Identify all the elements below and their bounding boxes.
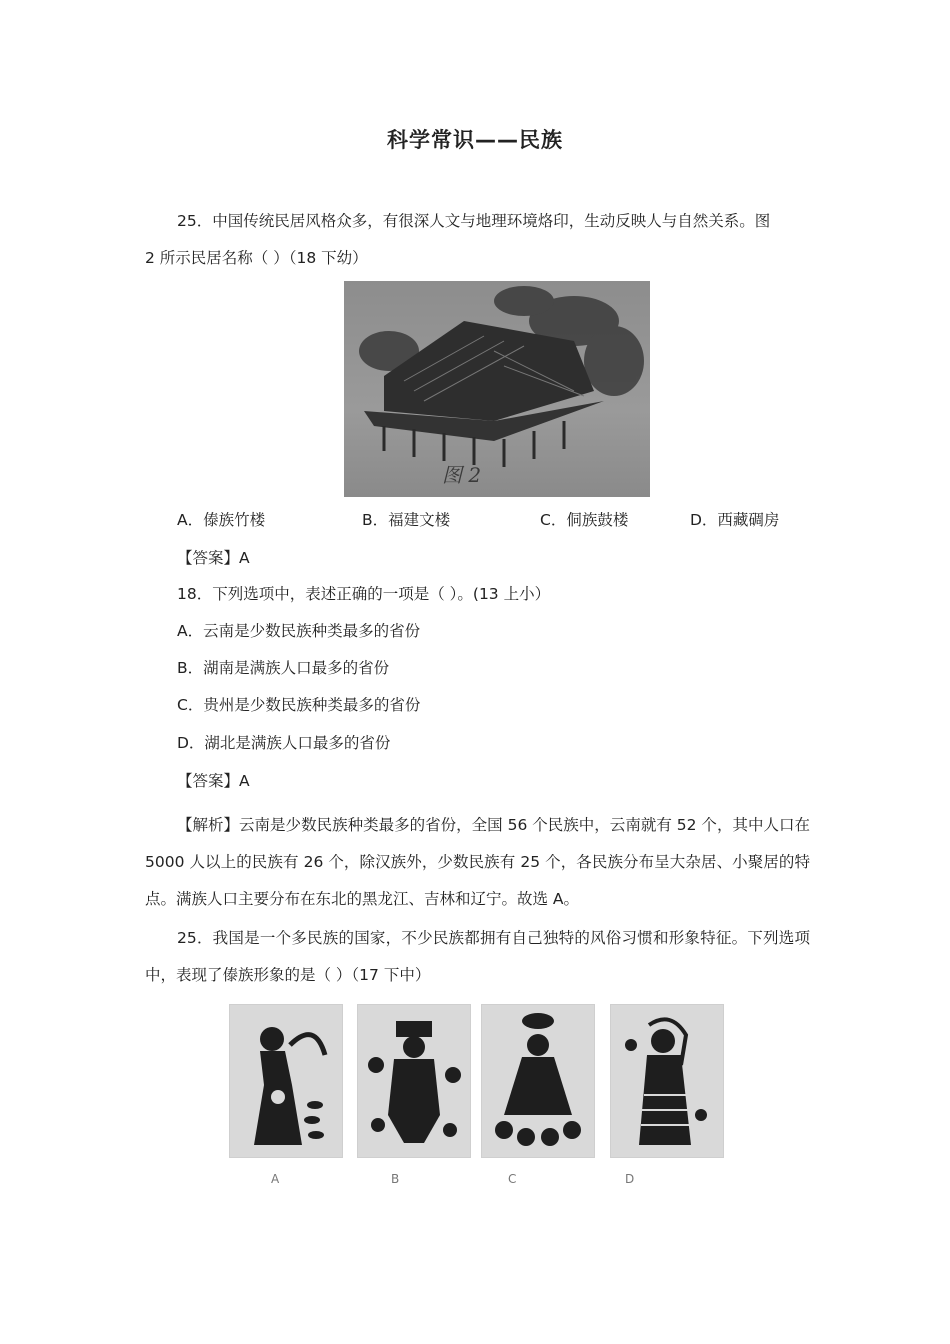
q1-option-a: A．傣族竹楼	[177, 511, 266, 529]
page-title: 科学常识——民族	[387, 128, 563, 152]
q1-option-d: D．西藏碉房	[690, 511, 780, 529]
q1-stem-line2: 2 所示民居名称（ ）（18 下幼）	[145, 249, 368, 267]
stilt-house-illustration	[344, 281, 650, 497]
q1-stem-line1: 25．中国传统民居风格众多，有很深人文与地理环境烙印，生动反映人与自然关系。图	[177, 212, 771, 230]
papercut-c-figure	[482, 1005, 594, 1157]
q1-answer: 【答案】A	[177, 549, 250, 567]
caption-a: A	[271, 1172, 280, 1186]
q2-option-b: B．湖南是满族人口最多的省份	[177, 659, 390, 677]
q2-option-c: C．贵州是少数民族种类最多的省份	[177, 696, 421, 714]
q2-option-d: D．湖北是满族人口最多的省份	[177, 734, 391, 752]
q2-analysis: 【解析】云南是少数民族种类最多的省份，全国 56 个民族中，云南就有 52 个，其中人口在 5000 人以上的民族有 26 个，除汉族外，少数民族有 25 个，各民族分布呈大杂居、小聚居的特点。满族人口主要分布在东北的黑龙江、吉林和辽宁。故选 A。	[145, 816, 810, 908]
caption-d: D	[625, 1172, 635, 1186]
q2-answer: 【答案】A	[177, 772, 250, 790]
caption-c: C	[508, 1172, 517, 1186]
papercut-a-figure	[230, 1005, 342, 1157]
papercut-b	[357, 1004, 471, 1158]
papercut-c	[481, 1004, 595, 1158]
q2-option-a: A．云南是少数民族种类最多的省份	[177, 622, 421, 640]
q3-stem: 25．我国是一个多民族的国家，不少民族都拥有自己独特的风俗习惯和形象特征。下列选项中，表现了傣族形象的是（ ）（17 下中）	[145, 929, 810, 984]
figure-label: 图 2	[442, 463, 482, 487]
caption-b: B	[391, 1172, 400, 1186]
papercut-b-figure	[358, 1005, 470, 1157]
stilt-house-figure	[344, 281, 650, 497]
q1-option-b: B．福建文楼	[362, 511, 451, 529]
q2-stem: 18．下列选项中，表述正确的一项是（ ）。(13 上小）	[177, 585, 551, 603]
q1-option-c: C．侗族鼓楼	[540, 511, 629, 529]
papercut-d	[610, 1004, 724, 1158]
papercut-d-figure	[611, 1005, 723, 1157]
papercut-a	[229, 1004, 343, 1158]
